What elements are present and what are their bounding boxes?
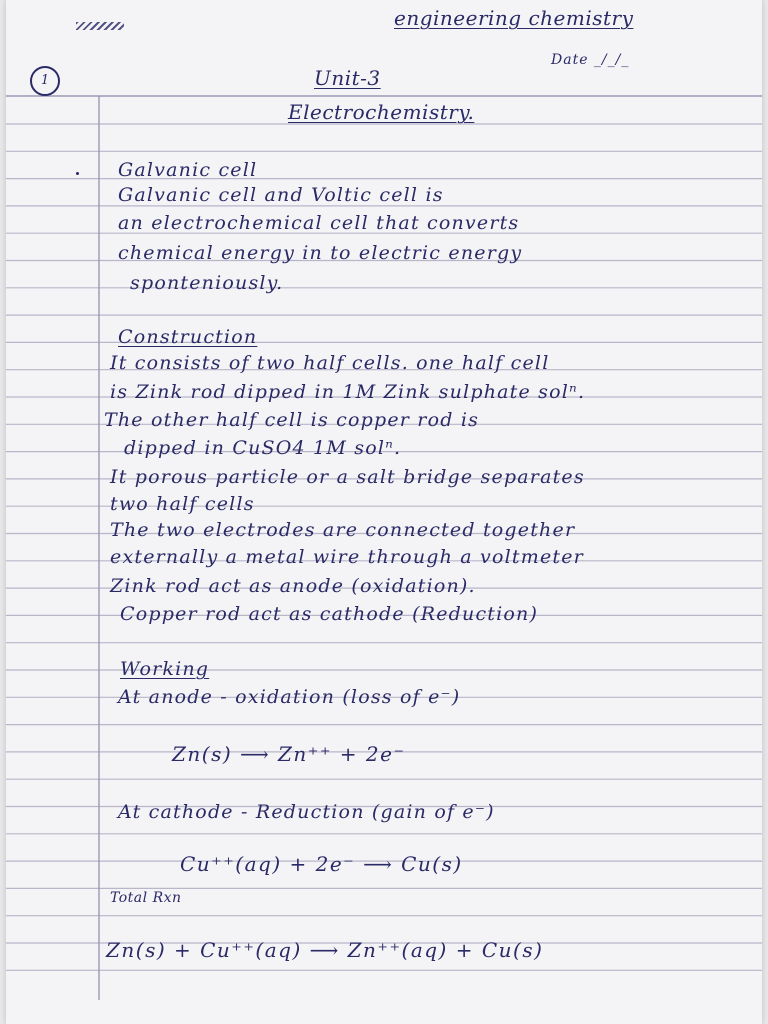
construction-heading: Construction: [118, 326, 258, 348]
cathode-label: At cathode - Reduction (gain of e⁻): [118, 801, 495, 823]
topic-heading: Electrochemistry.: [288, 100, 475, 124]
total-reaction-label: Total Rxn: [110, 890, 182, 906]
page-number: 1: [30, 66, 60, 96]
unit-heading: Unit-3: [314, 66, 381, 90]
galvanic-line: an electrochemical cell that converts: [118, 212, 520, 234]
construction-line: The other half cell is copper rod is: [104, 409, 480, 431]
construction-line: is Zink rod dipped in 1M Zink sulphate solⁿ.: [110, 381, 586, 403]
total-equation: Zn(s) + Cu⁺⁺(aq) ⟶ Zn⁺⁺(aq) + Cu(s): [106, 938, 544, 962]
bullet-dot: [76, 172, 79, 175]
working-heading: Working: [120, 658, 210, 680]
construction-line: It porous particle or a salt bridge separates: [110, 466, 585, 488]
construction-line: Copper rod act as cathode (Reduction): [120, 603, 539, 625]
anode-equation: Zn(s) ⟶ Zn⁺⁺ + 2e⁻: [172, 742, 406, 766]
galvanic-heading: Galvanic cell: [118, 159, 258, 181]
galvanic-line: chemical energy in to electric energy: [118, 242, 523, 264]
galvanic-line: sponteniously.: [130, 272, 284, 294]
date-field: Date _/_/_: [551, 52, 630, 68]
notebook-title: engineering chemistry: [394, 6, 634, 30]
construction-line: two half cells: [110, 493, 255, 515]
anode-label: At anode - oxidation (loss of e⁻): [118, 686, 461, 708]
crossed-out-scribble: [76, 22, 124, 30]
construction-line: dipped in CuSO4 1M solⁿ.: [124, 437, 402, 459]
cathode-equation: Cu⁺⁺(aq) + 2e⁻ ⟶ Cu(s): [180, 852, 463, 876]
construction-line: The two electrodes are connected together: [110, 519, 576, 541]
construction-line: externally a metal wire through a voltmeter: [110, 546, 584, 568]
notebook-page: [6, 0, 762, 1024]
galvanic-line: Galvanic cell and Voltic cell is: [118, 184, 444, 206]
construction-line: Zink rod act as anode (oxidation).: [110, 575, 476, 597]
construction-line: It consists of two half cells. one half cell: [110, 352, 550, 374]
